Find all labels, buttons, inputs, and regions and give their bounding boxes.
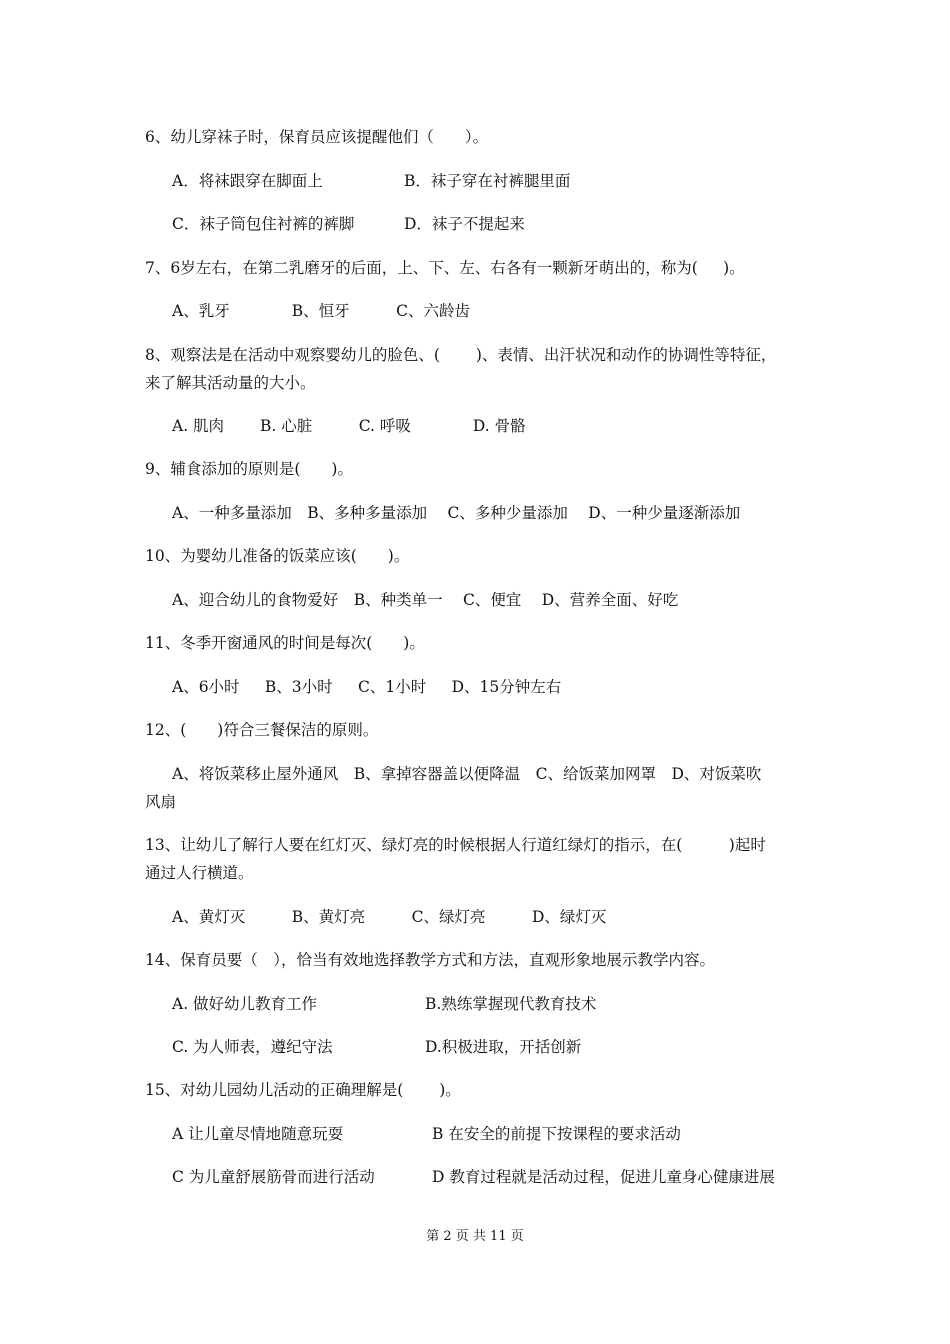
question-13-stem-continued: 通过人行横道。 bbox=[145, 864, 254, 882]
question-13-stem: 13、让幼儿了解行人要在红灯灭、绿灯亮的时候根据人行道红绿灯的指示，在( )起时 bbox=[145, 836, 766, 854]
question-15-option-a: A 让儿童尽情地随意玩耍 bbox=[172, 1125, 344, 1143]
question-14-option-d: D.积极进取，开括创新 bbox=[425, 1038, 582, 1056]
question-7-options: A、乳牙 B、恒牙 C、六龄齿 bbox=[172, 302, 470, 320]
question-12-options-continued: 风扇 bbox=[145, 793, 177, 811]
question-14-option-b: B.熟练掌握现代教育技术 bbox=[425, 995, 597, 1013]
question-14-option-a: A. 做好幼儿教育工作 bbox=[172, 995, 318, 1013]
question-11-stem: 11、冬季开窗通风的时间是每次( )。 bbox=[145, 634, 425, 652]
question-13-options: A、黄灯灭 B、黄灯亮 C、绿灯亮 D、绿灯灭 bbox=[172, 908, 607, 926]
question-14-option-c: C. 为人师表，遵纪守法 bbox=[172, 1038, 333, 1056]
question-6-option-d: D．袜子不提起来 bbox=[404, 215, 525, 233]
question-6-option-a: A．将袜跟穿在脚面上 bbox=[172, 172, 323, 190]
question-6-stem: 6、幼儿穿袜子时，保育员应该提醒他们（ ）。 bbox=[145, 128, 489, 146]
question-9-stem: 9、辅食添加的原则是( )。 bbox=[145, 460, 353, 478]
question-12-options: A、将饭菜移止屋外通风 B、拿掉容器盖以便降温 C、给饭菜加网罩 D、对饭菜吹 bbox=[172, 765, 762, 783]
question-8-stem: 8、观察法是在活动中观察婴幼儿的脸色、( )、表情、出汗状况和动作的协调性等特征， bbox=[145, 346, 777, 364]
question-8-stem-continued: 来了解其活动量的大小。 bbox=[145, 374, 316, 392]
question-15-option-b: B 在安全的前提下按课程的要求活动 bbox=[432, 1125, 681, 1143]
question-15-stem: 15、对幼儿园幼儿活动的正确理解是( )。 bbox=[145, 1081, 461, 1099]
question-14-stem: 14、保育员要（ ），恰当有效地选择教学方式和方法，直观形象地展示教学内容。 bbox=[145, 951, 715, 969]
question-7-stem: 7、6岁左右，在第二乳磨牙的后面，上、下、左、右各有一颗新牙萌出的，称为( )。 bbox=[145, 259, 745, 277]
question-9-options: A、一种多量添加 B、多种多量添加 C、多种少量添加 D、一种少量逐渐添加 bbox=[172, 504, 741, 522]
question-11-options: A、6小时 B、3小时 C、1小时 D、15分钟左右 bbox=[172, 678, 562, 696]
question-10-options: A、迎合幼儿的食物爱好 B、种类单一 C、便宜 D、营养全面、好吃 bbox=[172, 591, 679, 609]
question-15-option-c: C 为儿童舒展筋骨而进行活动 bbox=[172, 1168, 375, 1186]
question-6-option-b: B．袜子穿在衬裤腿里面 bbox=[404, 172, 571, 190]
question-6-option-c: C．袜子筒包住衬裤的裤脚 bbox=[172, 215, 355, 233]
question-12-stem: 12、( )符合三餐保洁的原则。 bbox=[145, 721, 379, 739]
question-15-option-d: D 教育过程就是活动过程，促进儿童身心健康进展 bbox=[432, 1168, 775, 1186]
question-8-options: A. 肌肉 B. 心脏 C. 呼吸 D. 骨骼 bbox=[172, 417, 526, 435]
question-10-stem: 10、为婴幼儿准备的饭菜应该( )。 bbox=[145, 547, 410, 565]
page-footer: 第 2 页 共 11 页 bbox=[426, 1229, 524, 1244]
